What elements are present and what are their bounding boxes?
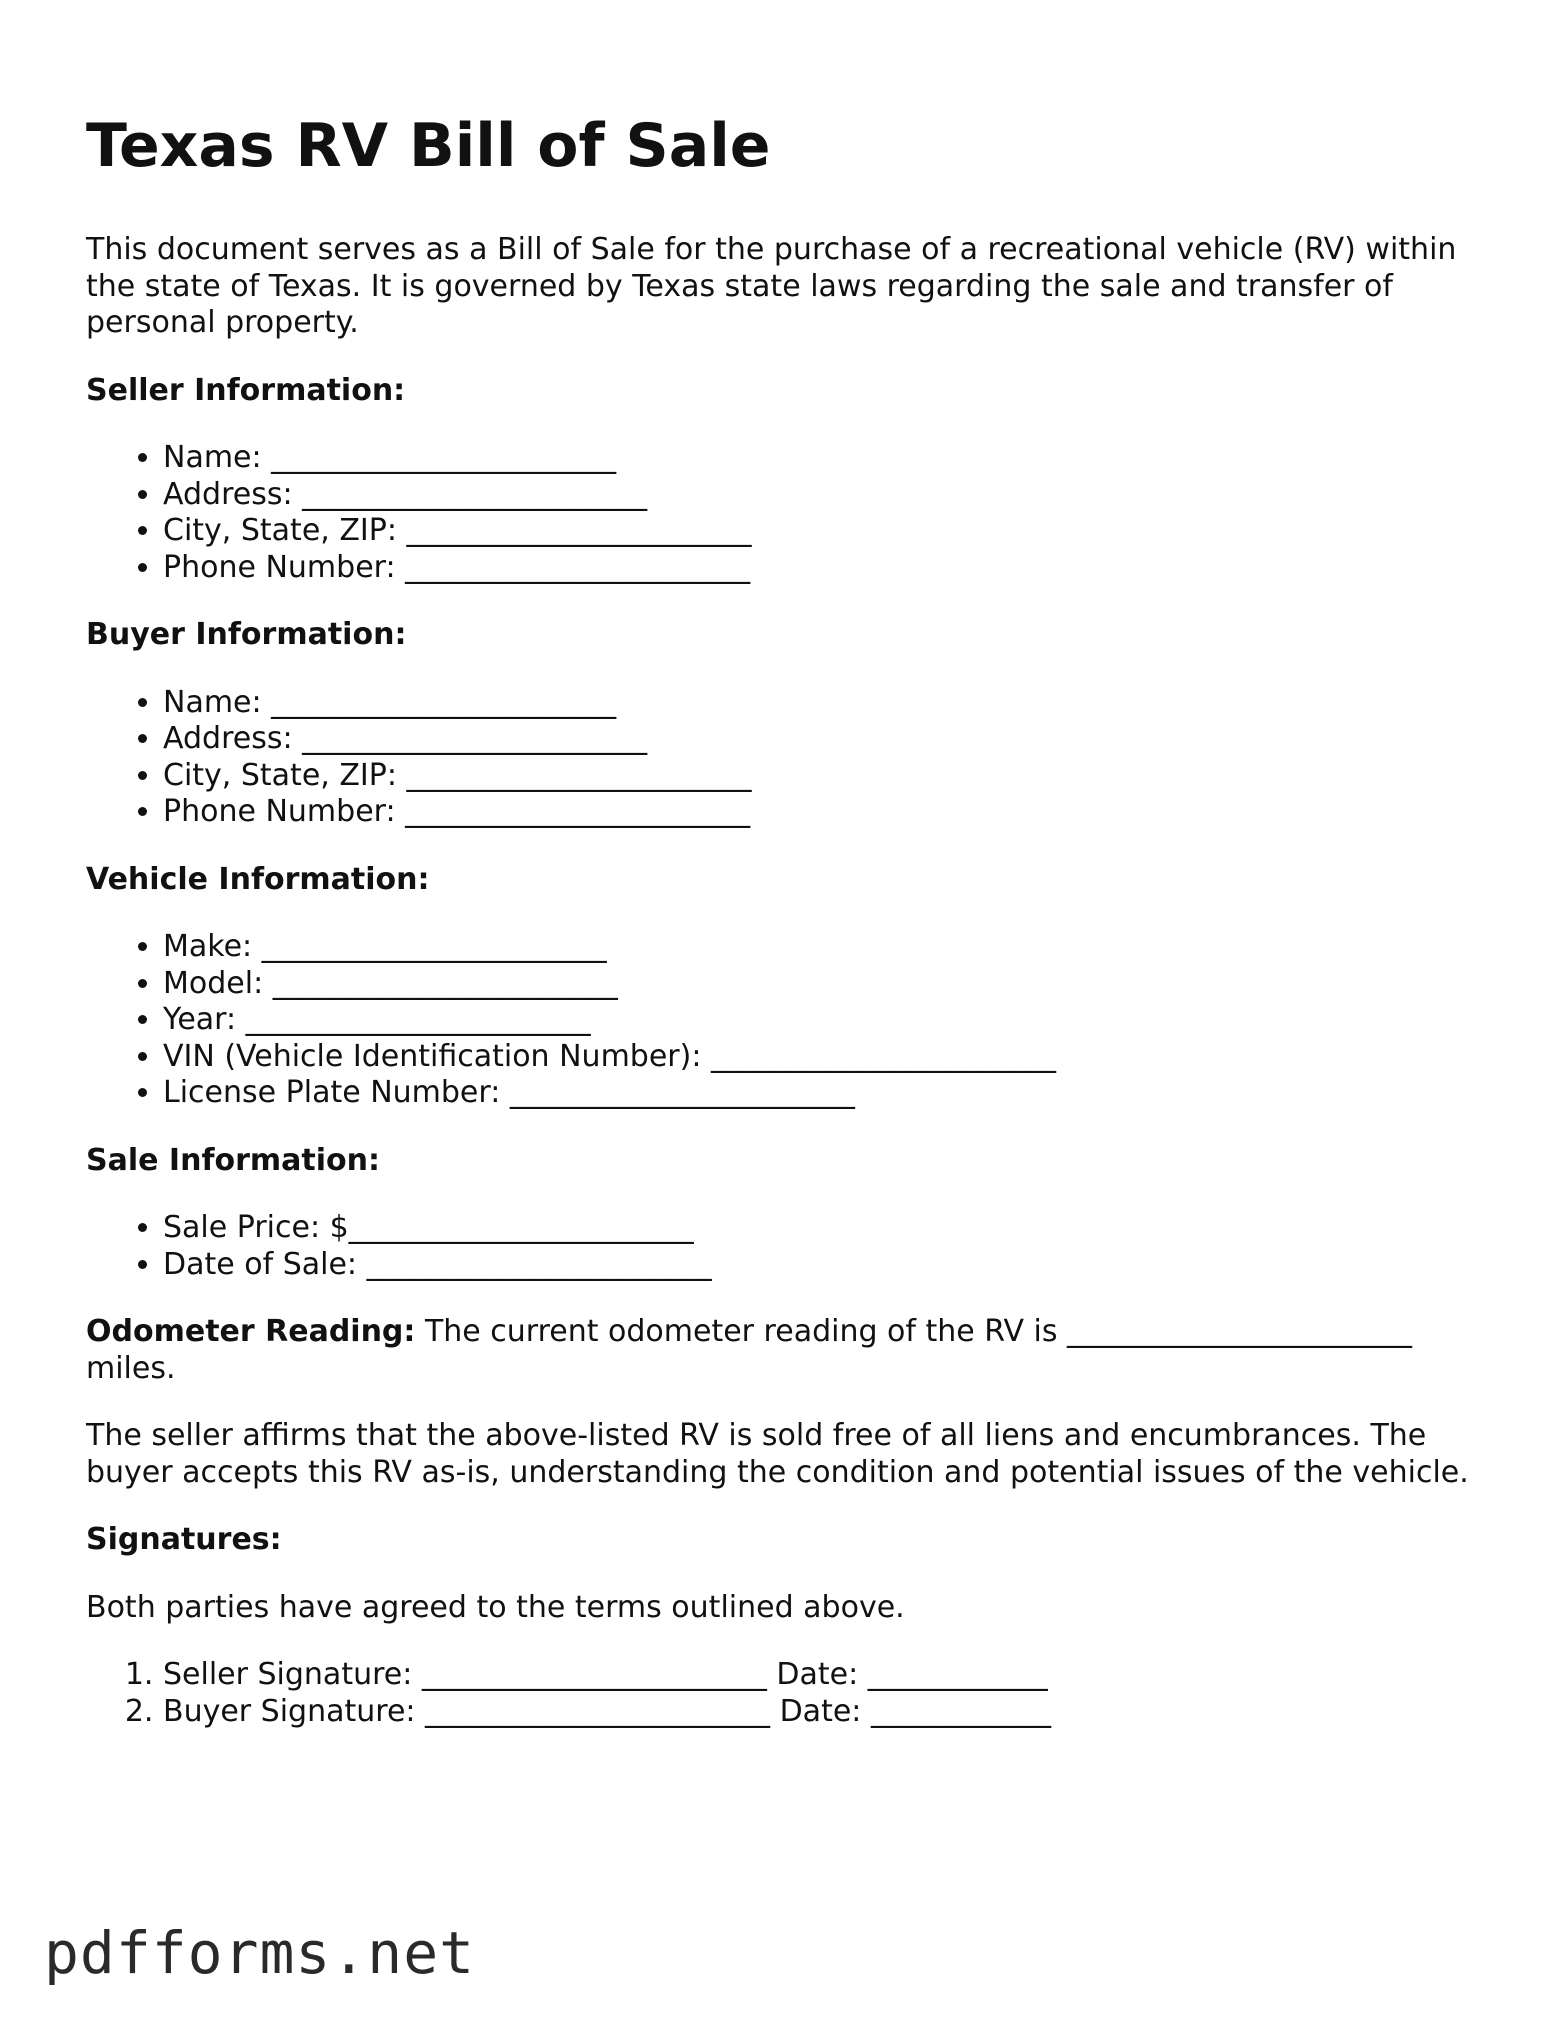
fill-blank[interactable]: _______________________ bbox=[366, 1246, 712, 1282]
fill-blank[interactable]: _______________________ bbox=[509, 1075, 855, 1110]
odometer-label: Odometer Reading: bbox=[86, 1314, 416, 1349]
affirmation-paragraph: The seller affirms that the above-listed RV is sold free of all liens and encumbrances. The buyer accepts this RV as-is, understanding the condition and potential issues of the vehicle. bbox=[86, 1418, 1469, 1490]
signatures-heading: Signatures: bbox=[86, 1522, 282, 1557]
buyer-address-field[interactable]: • Address: _______________________ bbox=[163, 721, 1486, 758]
document-title: Texas RV Bill of Sale bbox=[86, 111, 771, 181]
vehicle-vin-field[interactable]: • VIN (Vehicle Identification Number): _______________________ bbox=[163, 1039, 1486, 1076]
odometer-paragraph bbox=[86, 1314, 1486, 1387]
buyer-city-state-zip-field[interactable]: • City, State, ZIP: _______________________ bbox=[163, 758, 1486, 795]
date-blank[interactable]: ____________ bbox=[870, 1693, 1051, 1729]
signature-list bbox=[86, 1657, 1486, 1730]
vehicle-year-field[interactable]: • Year: _______________________ bbox=[163, 1002, 1486, 1039]
odometer-text: The current odometer reading of the RV is bbox=[415, 1314, 1068, 1349]
document-page bbox=[86, 104, 1486, 1761]
fill-blank[interactable]: _______________________ bbox=[272, 965, 618, 1001]
fill-blank[interactable]: _______________________ bbox=[405, 794, 751, 829]
vehicle-model-field[interactable]: • Model: _______________________ bbox=[163, 966, 1486, 1003]
fill-blank[interactable]: _______________________ bbox=[261, 929, 607, 964]
seller-address-field[interactable]: • Address: _______________________ bbox=[163, 477, 1486, 514]
fill-blank[interactable]: _______________________ bbox=[405, 549, 751, 585]
fill-blank[interactable]: _______________________ bbox=[406, 513, 752, 548]
buyer-signature-line[interactable]: 2. Buyer Signature: _______________________ Date: ____________ bbox=[163, 1694, 1486, 1731]
vehicle-license-plate-field[interactable]: • License Plate Number: _______________________ bbox=[163, 1075, 1486, 1112]
sale-price-field[interactable]: • Sale Price: $_______________________ bbox=[163, 1210, 1486, 1247]
fill-blank[interactable]: _______________________ bbox=[710, 1038, 1056, 1074]
buyer-heading: Buyer Information: bbox=[86, 617, 407, 652]
seller-phone-field[interactable]: • Phone Number: _______________________ bbox=[163, 550, 1486, 587]
seller-heading: Seller Information: bbox=[86, 372, 406, 408]
signature-blank[interactable]: _______________________ bbox=[425, 1693, 771, 1729]
buyer-name-field[interactable]: • Name: _______________________ bbox=[163, 685, 1486, 722]
vehicle-heading: Vehicle Information: bbox=[86, 861, 430, 897]
date-blank[interactable]: ____________ bbox=[867, 1657, 1048, 1692]
fill-blank[interactable]: _______________________ bbox=[348, 1210, 694, 1245]
fill-blank[interactable]: _______________________ bbox=[302, 721, 648, 756]
sale-date-field[interactable]: • Date of Sale: _______________________ bbox=[163, 1247, 1486, 1284]
seller-signature-line[interactable]: 1. Seller Signature: _______________________ Date: ____________ bbox=[163, 1657, 1486, 1694]
sale-fields-list bbox=[86, 1210, 1486, 1283]
signature-blank[interactable]: _______________________ bbox=[421, 1657, 767, 1692]
intro-paragraph: This document serves as a Bill of Sale for the purchase of a recreational vehicle (RV) within the state of Texas. It is governed by Texas state laws regarding the sale and transfer of personal property. bbox=[86, 232, 1457, 340]
vehicle-fields-list bbox=[86, 929, 1486, 1112]
buyer-phone-field[interactable]: • Phone Number: _______________________ bbox=[163, 794, 1486, 831]
seller-city-state-zip-field[interactable]: • City, State, ZIP: _______________________ bbox=[163, 513, 1486, 550]
fill-blank[interactable]: _______________________ bbox=[302, 476, 648, 512]
watermark: pdfforms.net bbox=[44, 1919, 476, 1987]
buyer-fields-list bbox=[86, 685, 1486, 831]
seller-name-field[interactable]: • Name: _______________________ bbox=[163, 440, 1486, 477]
vehicle-make-field[interactable]: • Make: _______________________ bbox=[163, 929, 1486, 966]
agreement-text: Both parties have agreed to the terms outlined above. bbox=[86, 1589, 905, 1625]
fill-blank[interactable]: _______________________ bbox=[271, 684, 617, 720]
fill-blank[interactable]: _______________________ bbox=[406, 757, 752, 793]
fill-blank[interactable]: _______________________ bbox=[271, 440, 617, 475]
odometer-suffix: miles. bbox=[86, 1350, 176, 1386]
fill-blank[interactable]: _______________________ bbox=[245, 1002, 591, 1037]
odometer-blank[interactable]: _______________________ bbox=[1067, 1314, 1413, 1349]
seller-fields-list bbox=[86, 440, 1486, 586]
sale-heading: Sale Information: bbox=[86, 1142, 380, 1178]
